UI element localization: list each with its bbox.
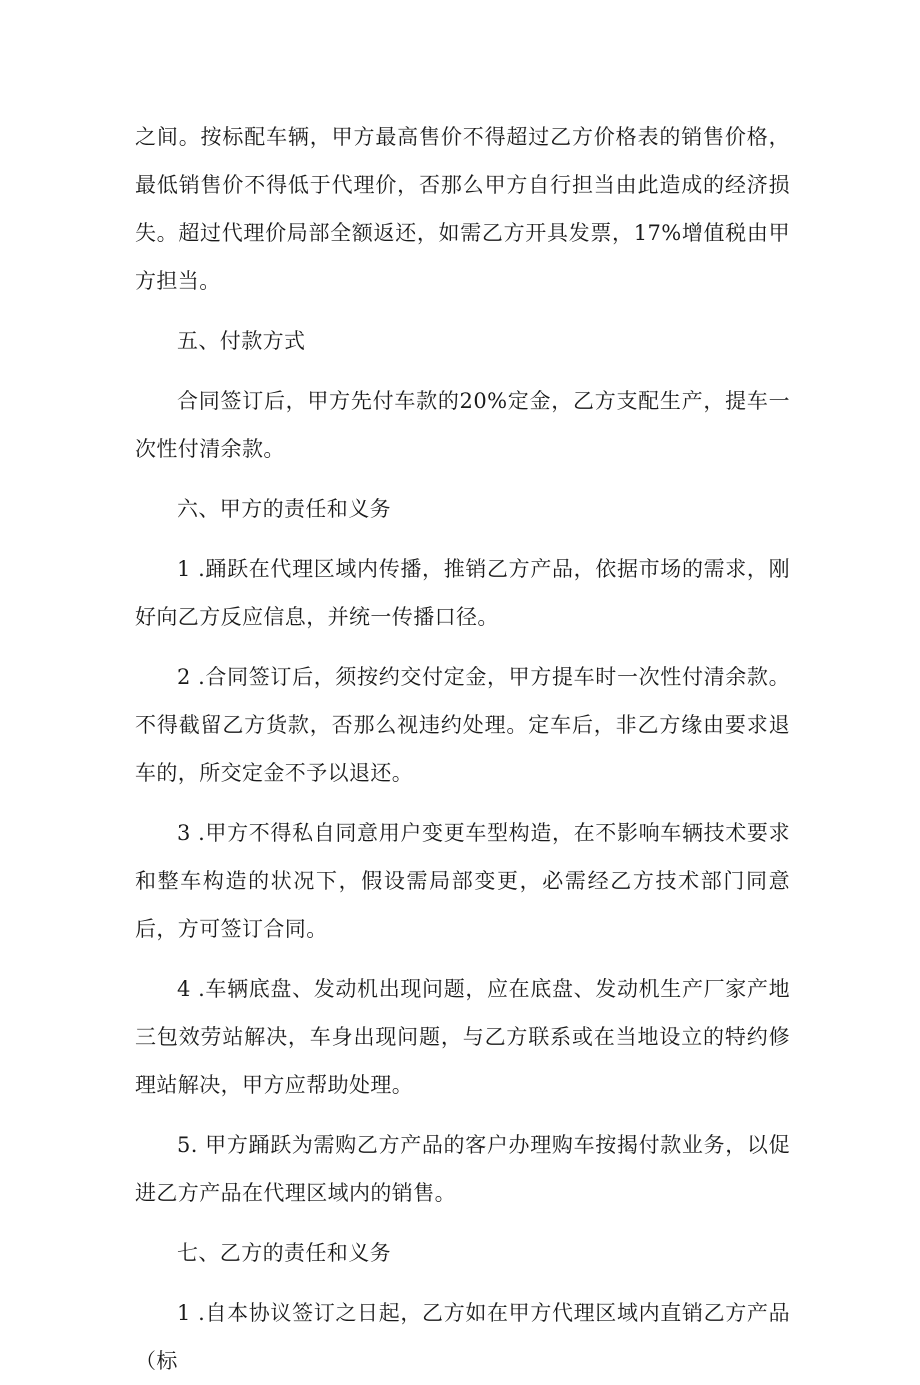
- section-heading-payment: 五、付款方式: [177, 329, 306, 353]
- party-a-duty-5: 5. 甲方踊跃为需购乙方产品的客户办理购车按揭付款业务，以促进乙方产品在代理区域内的销售。: [135, 1133, 790, 1205]
- section-heading-party-a-duties: 六、甲方的责任和义务: [177, 497, 391, 521]
- paragraph-payment-terms: 合同签订后，甲方先付车款的20%定金，乙方支配生产，提车一次性付清余款。: [135, 389, 790, 461]
- party-a-duty-2: 2 .合同签订后，须按约交付定金，甲方提车时一次性付清余款。不得截留乙方货款，否那么视违约处理。定车后，非乙方缘由要求退车的，所交定金不予以退还。: [135, 665, 790, 785]
- paragraph-pricing-continued: 之间。按标配车辆，甲方最高售价不得超过乙方价格表的销售价格，最低销售价不得低于代理价，否那么甲方自行担当由此造成的经济损失。超过代理价局部全额返还，如需乙方开具发票，17%增值税由甲方担当。: [135, 125, 790, 293]
- party-b-duty-1: 1 .自本协议签订之日起，乙方如在甲方代理区域内直销乙方产品（标: [135, 1301, 790, 1373]
- party-a-duty-3: 3 .甲方不得私自同意用户变更车型构造，在不影响车辆技术要求和整车构造的状况下，假设需局部变更，必需经乙方技术部门同意后，方可签订合同。: [135, 821, 790, 941]
- section-heading-party-b-duties: 七、乙方的责任和义务: [177, 1241, 391, 1265]
- party-a-duty-1: 1 .踊跃在代理区域内传播，推销乙方产品，依据市场的需求，刚好向乙方反应信息，并统一传播口径。: [135, 557, 790, 629]
- party-a-duty-4: 4 .车辆底盘、发动机出现问题，应在底盘、发动机生产厂家产地三包效劳站解决，车身出现问题，与乙方联系或在当地设立的特约修理站解决，甲方应帮助处理。: [135, 977, 790, 1097]
